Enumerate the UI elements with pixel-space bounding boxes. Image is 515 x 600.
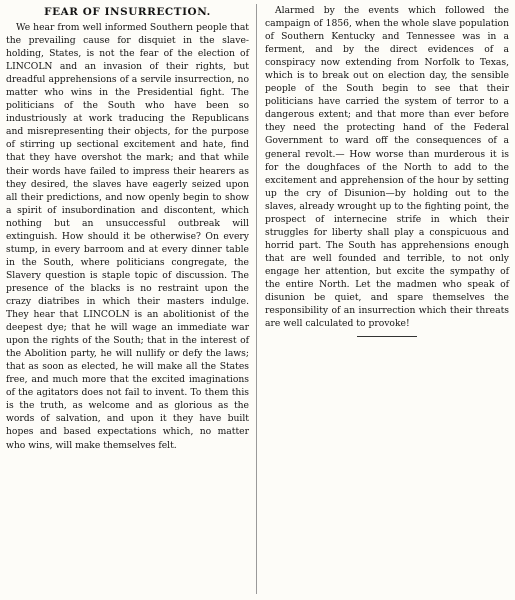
article-right-column (265, 4, 509, 337)
article-paragraph-right: Alarmed by the events which followed the campaign of 1856, when the whole slave population of Southern Kentucky and Tennessee was in a ferment, and by the direct evidences of a conspiracy now extending from Norfolk to Texas, which is to break out on election day, the sensible people of the South begin to see that their politicians have carried the system of terror to a dangerous extent; and that more than ever before they need the protecting hand of the Federal Government to ward off the consequences of a general revolt.— How worse than murderous it is for the doughfaces of the North to add to the excitement and apprehension of the hour by setting up the cry of Disunion—by holding out to the slaves, already wrought up to the fighting point, the prospect of internecine strife in which their struggles for liberty shall play a conspicuous and horrid part. The South has apprehensions enough that are well founded and terrible, to not only engage her attention, but excite the sympathy of the entire North. Let the madmen who speak of disunion be quiet, and spare themselves the responsibility of an insurrection which their threats are well calculated to provoke! (265, 5, 509, 330)
article-headline: FEAR OF INSURRECTION. (44, 6, 211, 18)
column-divider (256, 4, 257, 594)
article-left-column (6, 4, 249, 452)
article-end-rule (357, 336, 417, 337)
article-paragraph-left: We hear from well informed Southern people that the prevailing cause for disquiet in the slave-holding, States, is not the fear of the election of LINCOLN and an invasion of their rights, but dreadful apprehensions of a servile insurrection, no matter who wins in the Presidential fight. The politicians of the South who have been so industriously at work traducing the Republicans and misrepresenting their objects, for the purpose of stirring up sectional excitement and hate, find that they have overshot the mark; and that while their words have failed to impress their hearers as they desired, the slaves have eagerly seized upon all their predictions, and now openly begin to show a spirit of insubordination and discontent, which nothing but an unsuccessful outbreak will extinguish. How should it be otherwise? On every stump, in every barroom and at every dinner table in the South, where politicians congregate, the Slavery question is staple topic of discussion. The presence of the blacks is no restraint upon the crazy diatribes in which their masters indulge. They hear that LINCOLN is an abolitionist of the deepest dye; that he will wage an immediate war upon the rights of the South; that in the interest of the Abolition party, he will nullify or defy the laws; that as soon as elected, he will make all the States free, and much more that the excited imaginations of the agitators does not fail to invent. To them this is the truth, as welcome and as glorious as the words of salvation, and upon it they have built hopes and based expectations which, no matter who wins, will make themselves felt. (6, 22, 249, 451)
